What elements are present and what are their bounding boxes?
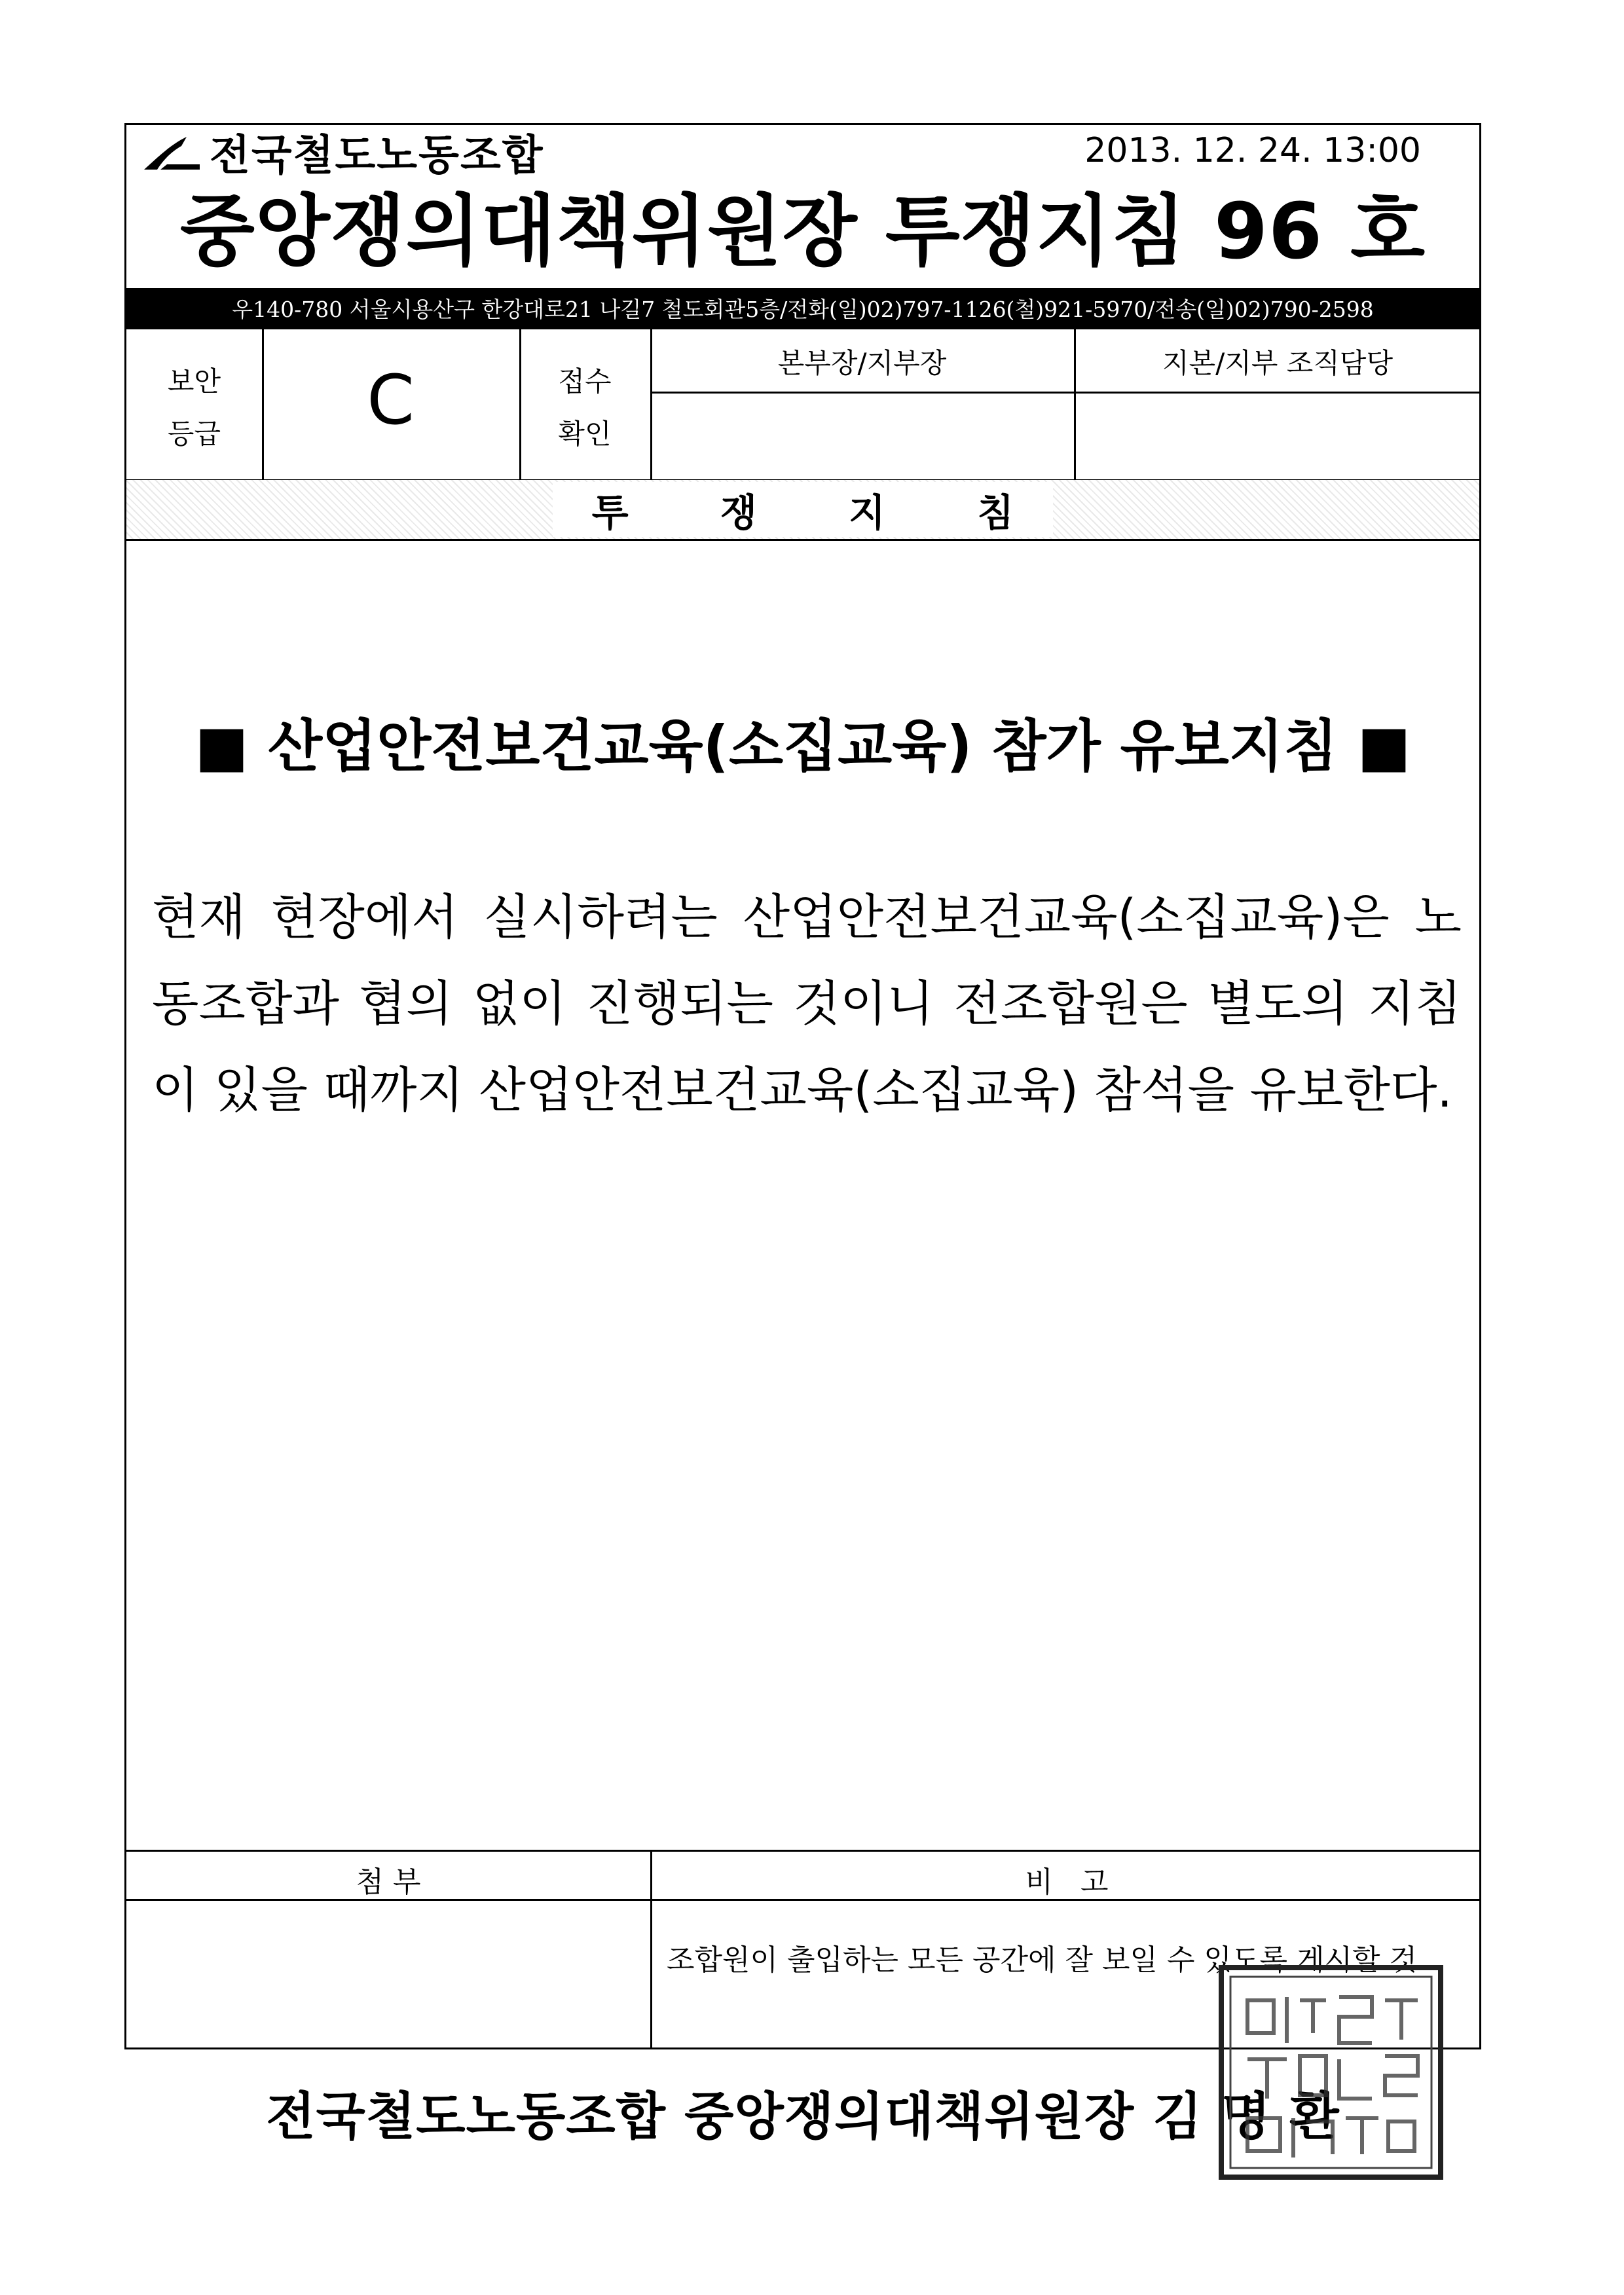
footer-table-top — [124, 1850, 1481, 1852]
section-title: 투 쟁 지 침 — [553, 482, 1054, 537]
security-label: 등급 — [167, 418, 221, 450]
remark-text: 조합원이 출입하는 모든 공간에 잘 보일 수 있도록 게시할 것 — [667, 1943, 1417, 1977]
official-seal-icon — [1215, 1961, 1447, 2184]
security-label: 보안 — [167, 365, 221, 397]
signature-line: 전국철도노동조합 중앙쟁의대책위원장 김 명 환 — [266, 2087, 1340, 2146]
receipt-label: 접수 — [558, 365, 612, 397]
attachment-label: 첨 부 — [356, 1865, 421, 1899]
table-border-top — [124, 327, 1481, 329]
union-logo — [141, 126, 544, 178]
directive-body: 현재 현장에서 실시하려는 산업안전보건교육(소집교육)은 노동조합과 협의 없이 진행되는 것이니 전조합원은 별도의 지침이 있을 때까지 산업안전보건교육(소집교육) 참석을 유보한다. — [152, 889, 1462, 1118]
approver-column-header: 본부장/지부장 — [777, 347, 947, 379]
train-logo-icon — [141, 132, 203, 172]
section-divider — [124, 539, 1481, 541]
security-grade: C — [367, 360, 415, 440]
address-bar — [126, 288, 1479, 327]
address-text: 우140-780 서울시용산구 한강대로21 나길7 철도회관5층/전화(일)02)797-1126(철)921-5970/전송(일)02)790-2598 — [232, 296, 1374, 322]
receipt-label: 확인 — [558, 418, 612, 450]
table-divider — [650, 392, 1481, 394]
issue-datetime: 2013. 12. 24. 13:00 — [1084, 131, 1421, 170]
section-header — [126, 480, 1479, 539]
organization-name: 전국철도노동조합 — [210, 132, 544, 180]
table-divider — [519, 327, 521, 480]
organizer-column-header: 지본/지부 조직담당 — [1162, 347, 1393, 379]
remark-label: 비 고 — [1025, 1865, 1109, 1899]
directive-headline: ■ 산업안전보건교육(소집교육) 참가 유보지침 ■ — [194, 714, 1411, 779]
page-title: 중앙쟁의대책위원장 투쟁지침 96 호 — [179, 186, 1426, 276]
